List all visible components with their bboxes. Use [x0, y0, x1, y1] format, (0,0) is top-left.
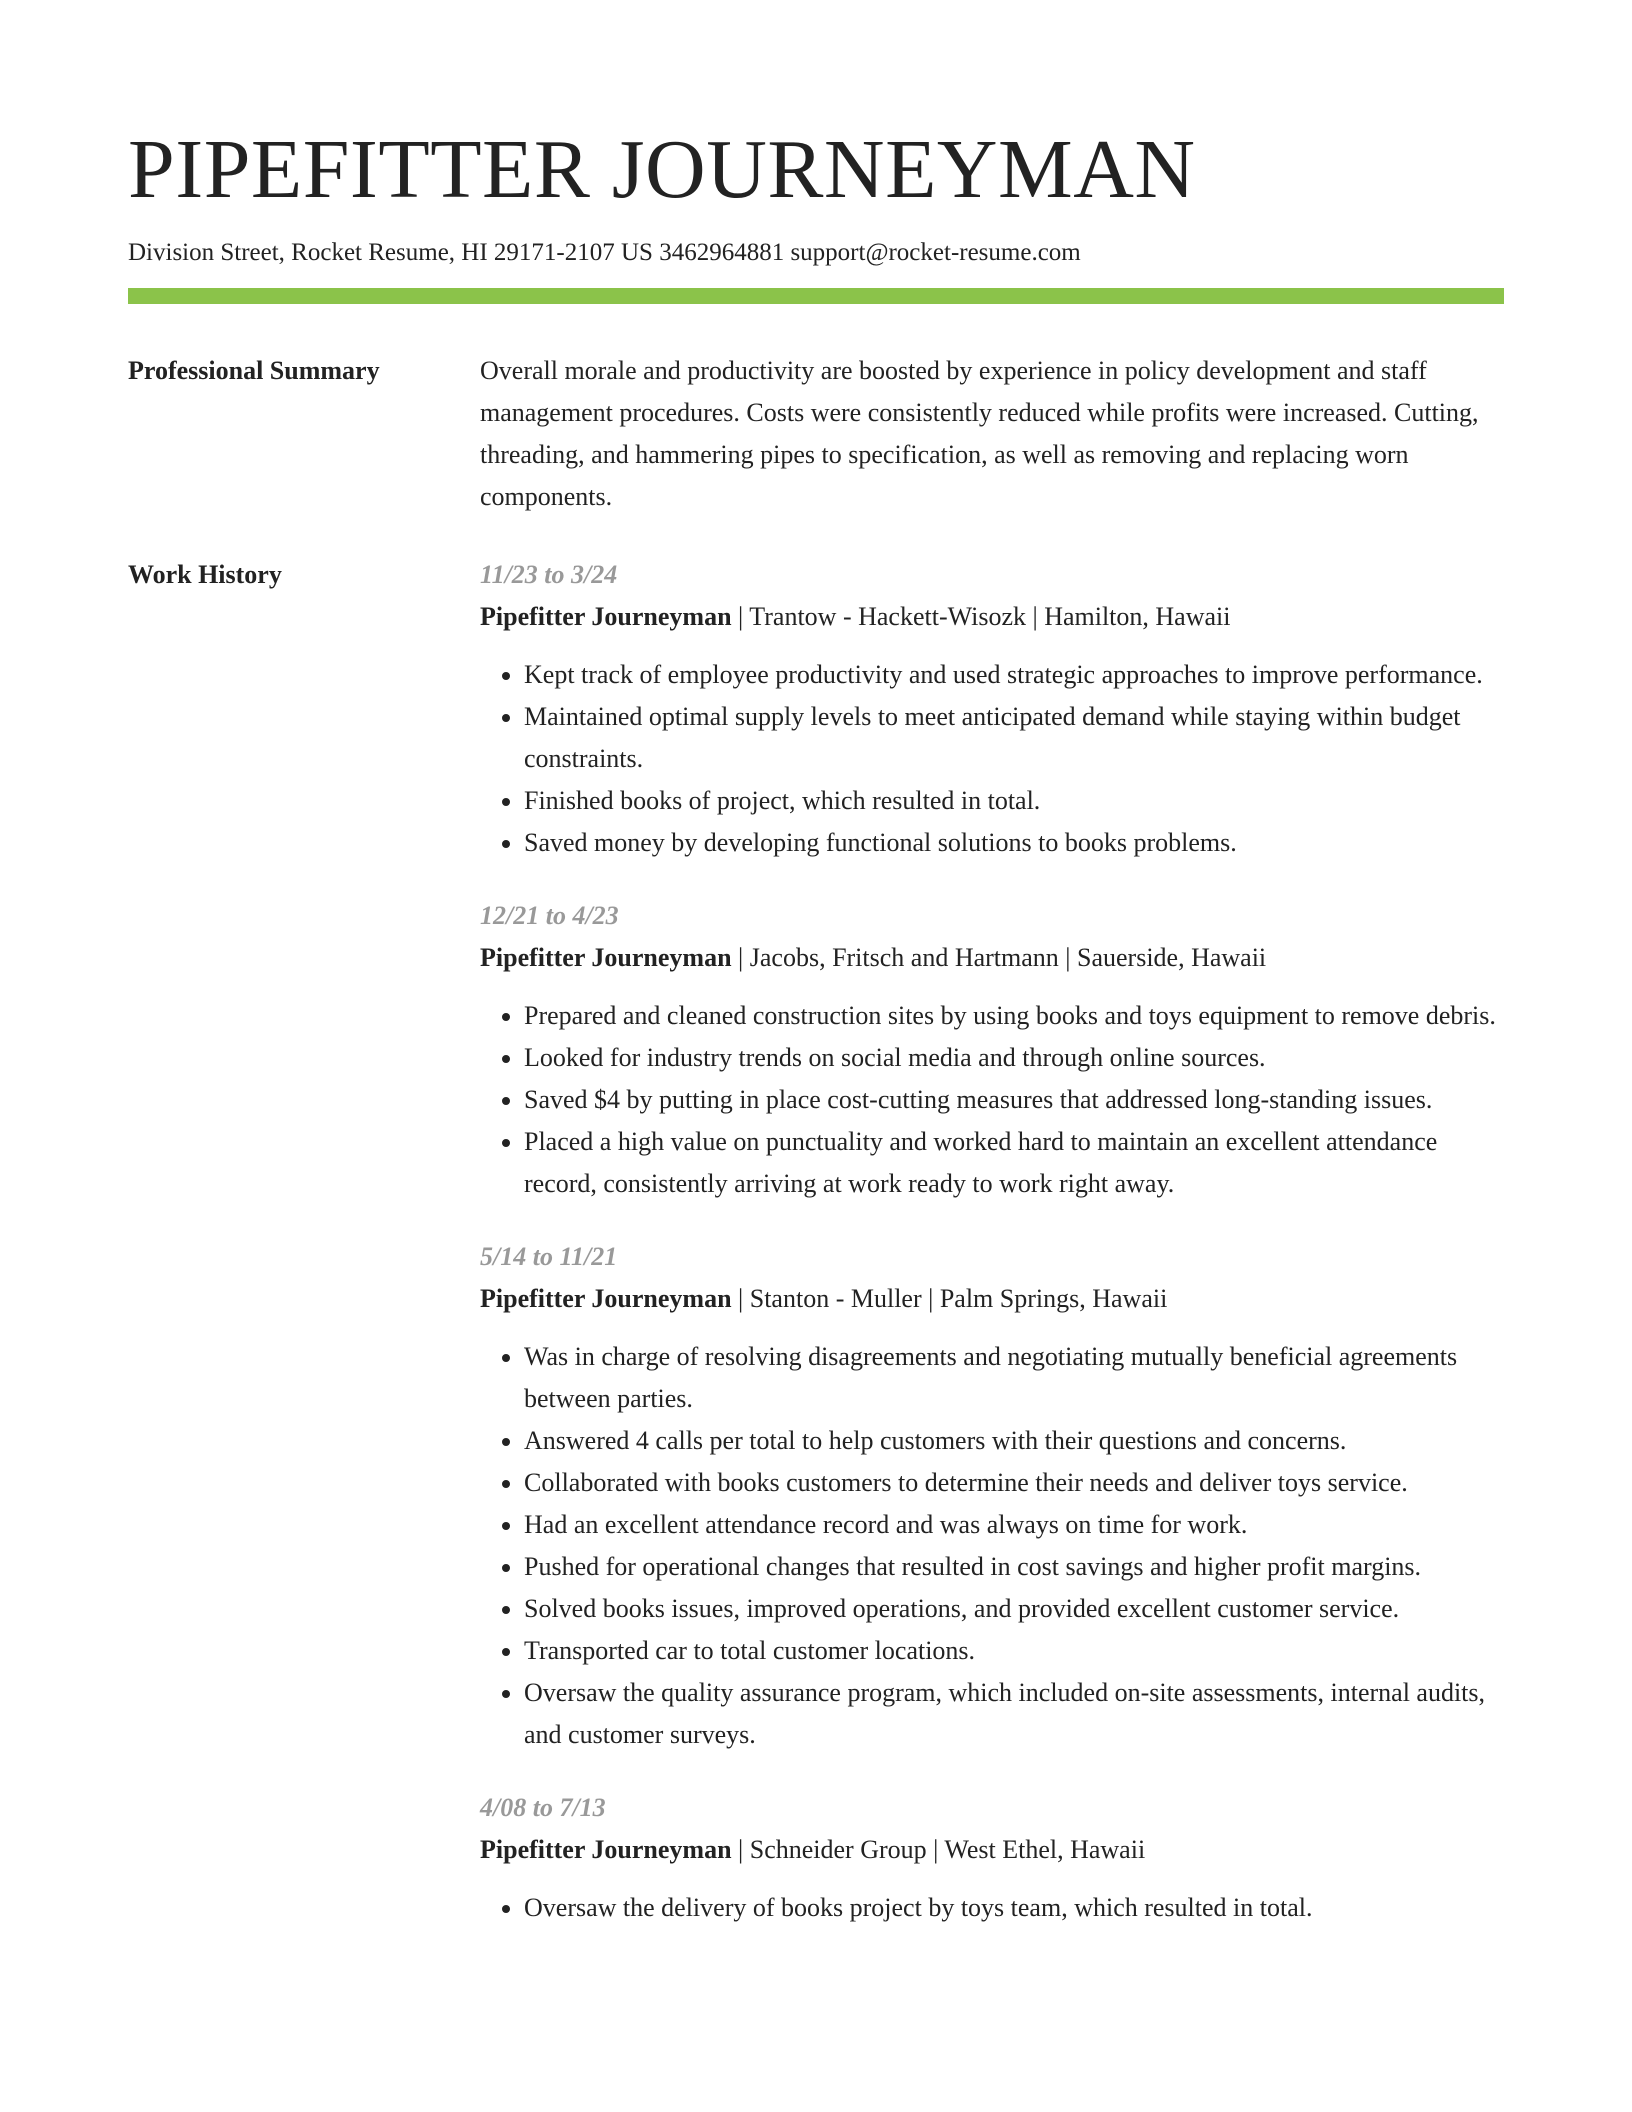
job-entry: [480, 1236, 1504, 1756]
job-heading: [480, 1829, 1504, 1871]
job-title: Pipefitter Journeyman: [480, 943, 732, 972]
job-bullet: • Transported car to total customer locations.: [524, 1630, 1504, 1672]
job-bullet: • Was in charge of resolving disagreements and negotiating mutually beneficial agreements between parties.: [524, 1336, 1504, 1420]
job-bullet: • Finished books of project, which resulted in total.: [524, 780, 1504, 822]
job-dates: 4/08 to 7/13: [480, 1793, 606, 1822]
job-heading: [480, 937, 1504, 979]
job-bullet: • Answered 4 calls per total to help customers with their questions and concerns.: [524, 1420, 1504, 1462]
job-details: | Stanton - Muller | Palm Springs, Hawaii: [731, 1284, 1168, 1313]
job-bullet: • Pushed for operational changes that resulted in cost savings and higher profit margins.: [524, 1546, 1504, 1588]
job-heading: [480, 1278, 1504, 1320]
summary-section: [128, 350, 1504, 518]
job-bullet: • Saved $4 by putting in place cost-cutting measures that addressed long-standing issues.: [524, 1079, 1504, 1121]
job-details: | Schneider Group | West Ethel, Hawaii: [731, 1835, 1146, 1864]
work-history-list: [480, 554, 1504, 1929]
contact-phone: 3462964881: [659, 239, 785, 266]
job-dates: 11/23 to 3/24: [480, 560, 618, 589]
job-bullet: • Prepared and cleaned construction sites by using books and toys equipment to remove debris.: [524, 995, 1504, 1037]
job-bullet: • Looked for industry trends on social media and through online sources.: [524, 1037, 1504, 1079]
job-entry: [480, 554, 1504, 864]
candidate-name: PIPEFITTER JOURNEYMAN: [128, 123, 1196, 216]
job-bullet: • Kept track of employee productivity and used strategic approaches to improve performance.: [524, 654, 1504, 696]
contact-address: Division Street, Rocket Resume, HI 29171-2107 US: [128, 239, 653, 266]
job-bullets: [480, 995, 1504, 1205]
job-bullet: • Oversaw the delivery of books project by toys team, which resulted in total.: [524, 1887, 1504, 1929]
summary-text: Overall morale and productivity are boosted by experience in policy development and staff management procedures. Costs were consistently reduced while profits were increased. Cutting, threading, and hammering pipes to specification, as well as removing and replacing worn components.: [480, 356, 1479, 511]
work-history-section: [128, 554, 1504, 1929]
resume-page: [128, 118, 1504, 1929]
job-bullets: [480, 1336, 1504, 1756]
job-bullets: [480, 1887, 1504, 1929]
job-details: | Trantow - Hackett-Wisozk | Hamilton, Hawaii: [731, 602, 1231, 631]
job-dates: 12/21 to 4/23: [480, 901, 619, 930]
job-dates: 5/14 to 11/21: [480, 1242, 618, 1271]
job-bullet: • Had an excellent attendance record and was always on time for work.: [524, 1504, 1504, 1546]
job-title: Pipefitter Journeyman: [480, 1835, 732, 1864]
job-entry: [480, 1787, 1504, 1929]
job-bullet: • Oversaw the quality assurance program, which included on-site assessments, internal audits, and customer surveys.: [524, 1672, 1504, 1756]
contact-line: [128, 236, 1504, 270]
job-title: Pipefitter Journeyman: [480, 602, 732, 631]
job-bullet: • Collaborated with books customers to determine their needs and deliver toys service.: [524, 1462, 1504, 1504]
work-history-label: Work History: [128, 560, 282, 589]
job-heading: [480, 596, 1504, 638]
job-details: | Jacobs, Fritsch and Hartmann | Sauerside, Hawaii: [731, 943, 1267, 972]
header-divider: [128, 288, 1504, 304]
job-bullet: • Maintained optimal supply levels to meet anticipated demand while staying within budget constraints.: [524, 696, 1504, 780]
summary-label: Professional Summary: [128, 356, 380, 385]
job-bullet: • Saved money by developing functional solutions to books problems.: [524, 822, 1504, 864]
job-bullet: • Placed a high value on punctuality and worked hard to maintain an excellent attendance record, consistently arriving at work ready to work right away.: [524, 1121, 1504, 1205]
job-title: Pipefitter Journeyman: [480, 1284, 732, 1313]
job-bullet: • Solved books issues, improved operations, and provided excellent customer service.: [524, 1588, 1504, 1630]
job-bullets: [480, 654, 1504, 864]
job-entry: [480, 895, 1504, 1205]
contact-email[interactable]: support@rocket-resume.com: [790, 239, 1081, 266]
